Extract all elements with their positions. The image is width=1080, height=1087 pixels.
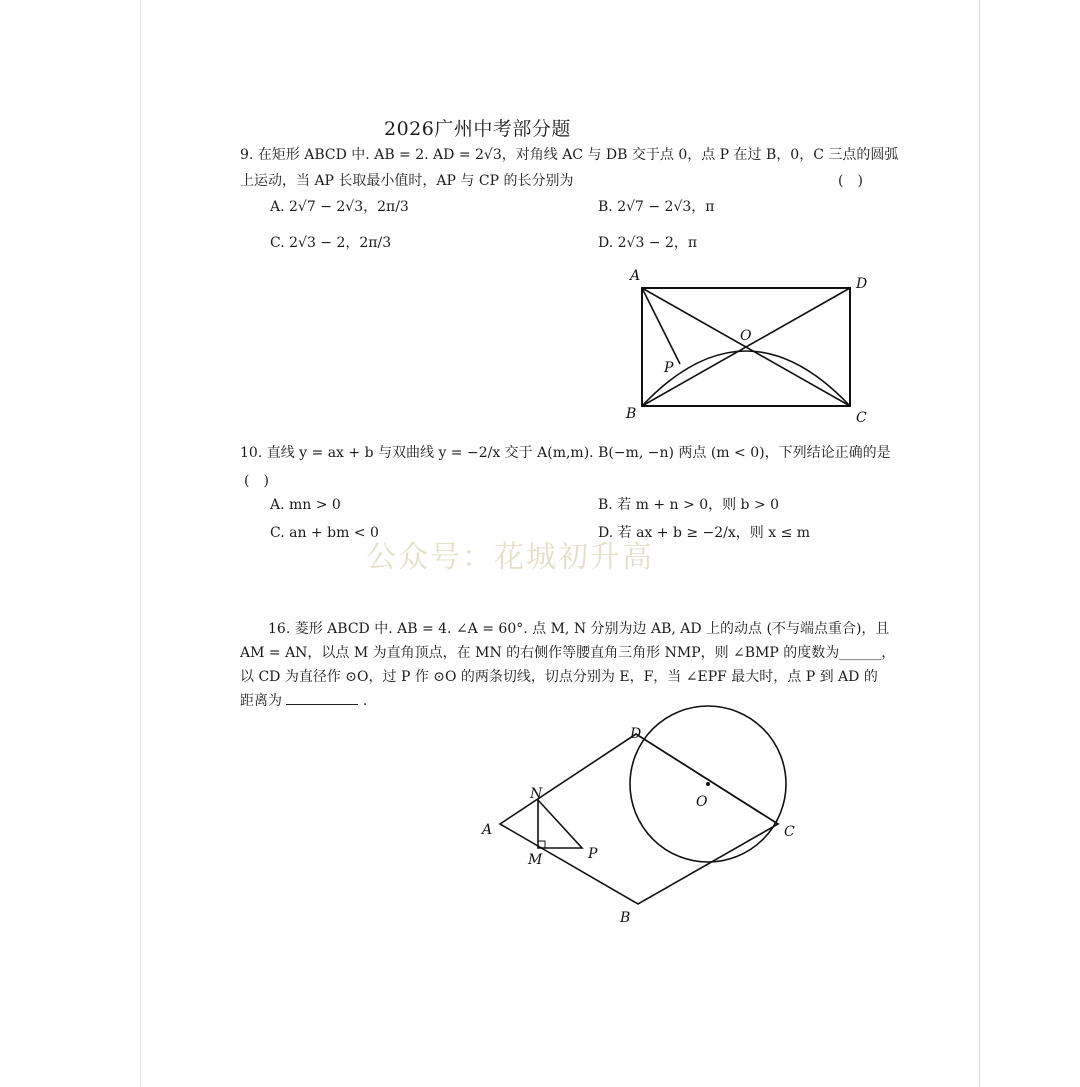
q10-option-d: D. 若 ax + b ≥ −2/x，则 x ≤ m [598,525,811,541]
q10-option-b: B. 若 m + n > 0，则 b > 0 [598,497,780,513]
label-n: N [530,786,543,802]
q16-stem-line3: 以 CD 为直径作 ⊙O，过 P 作 ⊙O 的两条切线，切点分别为 E，F，当 ∠EPF 最大时，点 P 到 AD 的 [240,669,878,685]
q16-distance-label: 距离为 [240,693,282,709]
q10-option-a: A. mn > 0 [270,497,341,513]
q10-option-c: C. an + bm < 0 [270,525,379,541]
label-p: P [588,846,598,862]
label-p: P [664,360,674,376]
label-b: B [620,910,631,926]
label-d: D [630,726,642,742]
q16-stem-line2: AM = AN，以点 M 为直角顶点，在 MN 的右侧作等腰直角三角形 NMP，则 ∠BMP 的度数为______， [240,645,896,661]
q9-stem-line2: 上运动，当 AP 长取最小值时，AP 与 CP 的长分别为 [240,173,574,189]
page-title: 2026广州中考部分题 [384,118,571,140]
q16-stem-line1: 16. 菱形 ABCD 中. AB = 4. ∠A = 60°. 点 M, N 分别为边 AB, AD 上的动点 (不与端点重合)，且 [268,621,890,637]
label-c: C [856,410,867,426]
q9-rectangle-figure [620,266,880,426]
q9-option-b: B. 2√7 − 2√3，π [598,199,715,215]
diameter-cd [636,734,778,824]
label-d: D [856,276,868,292]
answer-blank [286,692,358,705]
q10-stem-line1: 10. 直线 y = ax + b 与双曲线 y = −2/x 交于 A(m,m). B(−m, −n) 两点 (m < 0)，下列结论正确的是 [240,445,891,461]
label-o: O [740,328,752,344]
q9-stem-line1: 9. 在矩形 ABCD 中. AB = 2. AD = 2√3，对角线 AC 与 DB 交于点 0，点 P 在过 B，0，C 三点的圆弧 [240,147,899,163]
q9-option-d: D. 2√3 − 2，π [598,235,698,251]
label-o: O [696,794,708,810]
q9-option-c: C. 2√3 − 2，2π/3 [270,235,392,251]
label-c: C [784,824,795,840]
q16-stem-line4 [240,692,367,710]
q10-answer-bracket: ( ) [244,473,269,489]
label-b: B [626,406,637,422]
q16-rhombus-figure [476,704,806,934]
label-a: A [630,268,641,284]
q16-period: . [362,693,368,709]
center-o-dot [706,782,710,786]
label-m: M [528,852,543,868]
watermark: 公众号：花城初升高 [366,540,654,575]
label-a: A [482,822,493,838]
q9-answer-bracket: ( ) [838,173,863,189]
q9-option-a: A. 2√7 − 2√3，2π/3 [270,199,409,215]
